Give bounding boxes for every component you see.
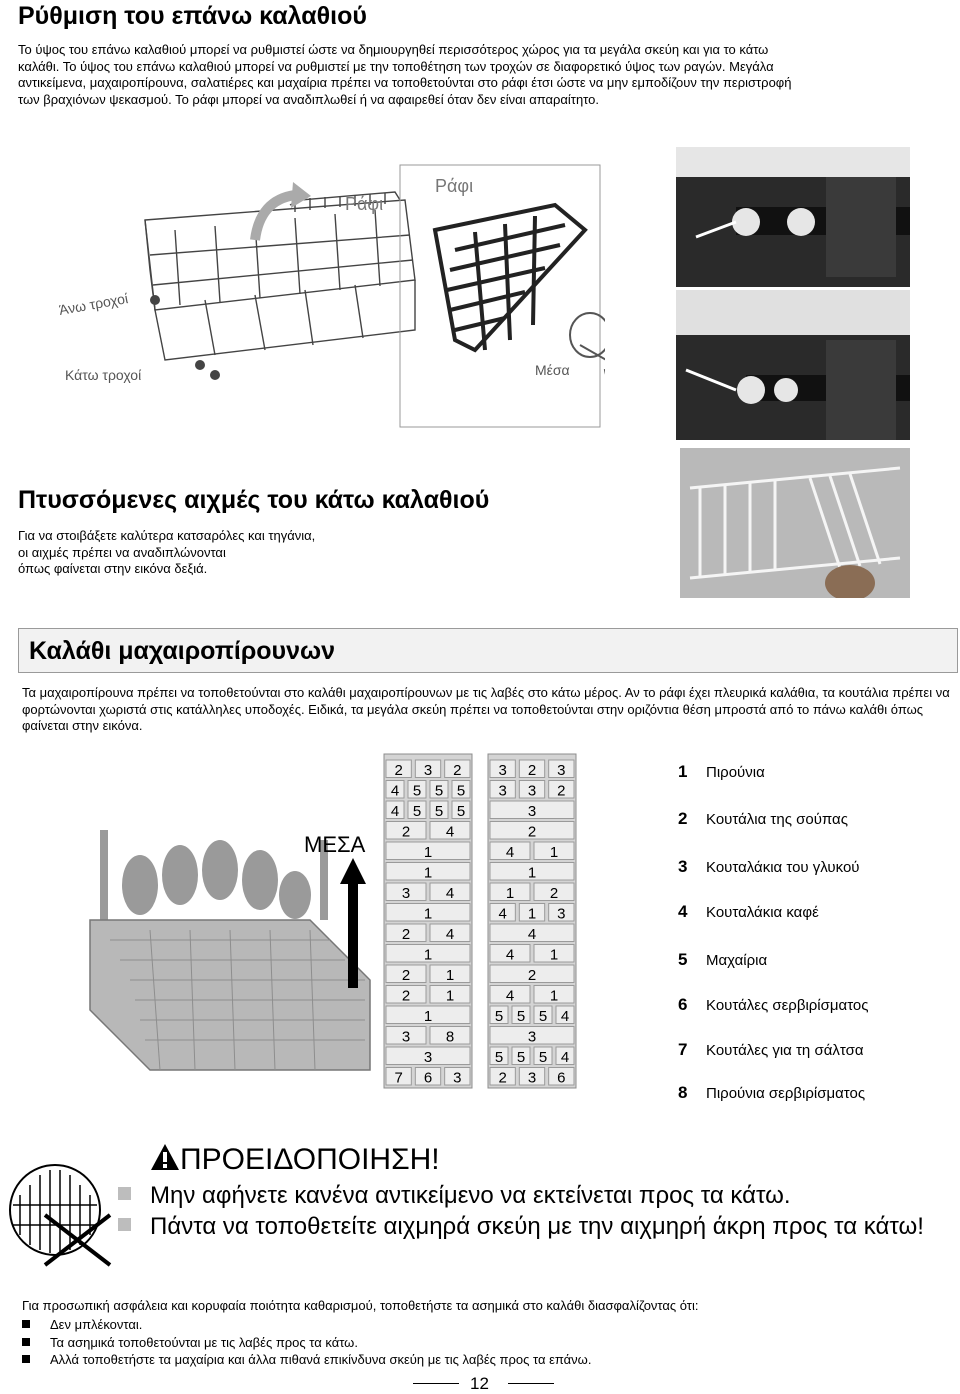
grid-slot-number: 5 [538,1008,548,1025]
section-header-cutlery-basket [18,628,958,673]
photo-rail-bottom [676,290,910,440]
cutlery-warning-illustration [5,1155,115,1267]
warning-item [118,1211,948,1242]
grid-slot-number: 4 [445,926,455,943]
grid-slot-number: 2 [527,762,537,779]
legend-item [678,902,819,926]
upper-basket-paragraph: Το ύψος του επάνω καλαθιού μπορεί να ρυθμιστεί ώστε να δημιουργηθεί περισσότερος χώρος για τα μεγάλα σκεύη και για το κάτω καλάθι. Το ύψος του επάνω καλαθιού μπορεί να ρυθμιστεί με την τοποθέτηση των τροχών σε διαφορετικό ύψος των ραγών. Μεγάλα αντικείμενα, μαχαιροπίρουνα, σαλατιέρες και μαχαίρια πρέπει να τοποθετούνται στο ράφι έτσι ώστε να μην εμποδίζουν την περιστροφή των βραχιόνων ψεκασμού. Το ράφι μπορεί να αναδιπλωθεί ή να αφαιρεθεί όταν δεν είναι απαραίτητο. [18,42,792,107]
grid-slot-number: 5 [412,782,422,800]
grid-slot-number: 5 [538,1049,548,1066]
cutlery-grid [380,752,580,1092]
grid-slot-number: 3 [498,782,507,800]
grid-slot-number: 3 [527,1028,537,1046]
warning-icon [150,1143,180,1179]
text-line: Για να στοιβάξετε καλύτερα κατσαρόλες και τηγάνια, [18,528,316,543]
section-title-cutlery-basket: Καλάθι μαχαιροπίρουνων [29,637,336,665]
cutlery-handles-drawing [100,830,328,920]
grid-slot-number: 1 [505,885,515,902]
warning-list [118,1180,948,1242]
legend-number: 8 [678,1083,688,1102]
grid-slot-number: 5 [456,782,466,800]
grid-slot-number: 3 [423,1049,433,1066]
grid-slot-number: 1 [423,946,433,964]
safety-item [22,1351,922,1369]
bullet-icon [118,1218,131,1231]
grid-slot-number: 4 [498,905,507,923]
grid-slot-number: 1 [423,1008,433,1025]
legend-label: Κουταλάκια του γλυκού [706,859,860,876]
legend-item [678,857,860,881]
grid-slot-number: 8 [445,1028,455,1046]
bullet-icon [22,1355,30,1363]
grid-slot-number: 2 [401,926,411,943]
legend-item [678,1083,865,1107]
grid-slot-number: 2 [401,987,411,1005]
section-title-foldable-tines: Πτυσσόμενες αιχμές του κάτω καλαθιού [18,486,490,514]
warning-item [118,1180,948,1211]
legend-label: Κουτάλια της σούπας [706,811,848,828]
shelf-detail-drawing [435,205,585,350]
upper-basket-illustration [55,160,605,430]
label-lower-wheels: Κάτω τροχοί [65,367,142,383]
grid-slot-number: 1 [445,967,455,984]
grid-slot-number: 5 [494,1008,504,1025]
grid-slot-number: 3 [557,905,566,923]
grid-slot-number: 1 [527,905,537,923]
grid-slot-number: 4 [505,844,515,861]
legend-item [678,762,765,786]
grid-slot-number: 4 [390,782,400,800]
grid-slot-number: 4 [560,1008,570,1025]
inside-label: ΜΕΣΑ [304,832,366,857]
grid-slot-number: 2 [498,1069,507,1087]
grid-slot-number: 4 [527,926,537,943]
grid-slot-number: 2 [549,885,559,902]
cutlery-grid-svg [380,752,580,1092]
text-line: οι αιχμές πρέπει να αναδιπλώνονται [18,544,226,560]
legend-number: 6 [678,995,688,1014]
grid-slot-number: 2 [453,762,462,779]
grid-slot-number: 3 [557,762,566,779]
legend-number: 3 [678,857,688,876]
grid-slot-number: 1 [445,987,455,1005]
safety-item [22,1334,922,1352]
grid-slot-number: 5 [456,803,466,820]
grid-slot-number: 5 [434,782,444,800]
safety-list [22,1316,922,1369]
grid-slot-number: 2 [401,967,411,984]
legend-item [678,995,869,1019]
legend-label: Πιρούνια [706,764,765,781]
grid-slot-number: 1 [549,844,559,861]
label-shelf-2: Ράφι [435,176,474,196]
legend-label: Κουτάλες για τη σάλτσα [706,1042,864,1059]
grid-slot-number: 4 [445,885,455,902]
legend-number: 5 [678,950,688,969]
grid-slot-number: 1 [423,844,433,861]
grid-slot-number: 4 [505,987,515,1005]
grid-slot-number: 1 [549,987,559,1005]
grid-slot-number: 3 [498,762,507,779]
footer-rule-left [413,1383,459,1384]
grid-slot-number: 2 [394,762,403,779]
grid-slot-number: 2 [401,823,411,841]
bullet-icon [22,1338,30,1346]
grid-slot-number: 5 [434,803,444,820]
grid-slot-number: 6 [557,1069,566,1087]
legend-label: Πιρούνια σερβιρίσματος [706,1085,866,1102]
grid-slot-number: 7 [394,1069,403,1087]
grid-slot-number: 5 [516,1008,526,1025]
label-inside: Μέσα [535,362,570,378]
section-title-upper-basket: Ρύθμιση του επάνω καλαθιού [18,2,367,30]
warning-title: ΠΡΟΕΙΔΟΠΟΙΗΣΗ! [180,1143,440,1176]
grid-slot-number: 2 [527,823,537,841]
legend-number: 7 [678,1040,688,1059]
text-line: όπως φαίνεται στην εικόνα δεξιά. [18,561,208,576]
grid-slot-number: 4 [560,1049,570,1066]
warning-header [150,1143,440,1179]
label-upper-wheels: Άνω τροχοί [57,290,130,318]
grid-slot-number: 4 [445,823,455,841]
cross-icon [45,1215,110,1265]
grid-slot-number: 3 [401,1028,411,1046]
grid-slot-number: 1 [423,905,433,923]
grid-slot-number: 3 [527,1069,537,1087]
arrow-icon [686,370,736,390]
safety-item-text: Δεν μπλέκονται. [50,1317,143,1332]
foldable-tines-text [18,528,418,578]
cutlery-basket-paragraph: Τα μαχαιροπίρουνα πρέπει να τοποθετούνται στο καλάθι μαχαιροπίρουνων με τις λαβές στο κάτω μέρος. Αν το ράφι έχει πλευρικά καλάθια, τα κουτάλια πρέπει να φορτώνονται χωριστά στις κατάλληλες υποδοχές. Ειδικά, τα μεγάλα σκεύη πρέπει να τοποθετούνται στην οριζόντια θέση μπροστά από το πάνω καλάθι όπως φαίνεται στην εικόνα. [22,685,950,733]
legend-label: Μαχαίρια [706,952,768,969]
grid-slot-number: 3 [527,782,537,800]
legend-item [678,1040,864,1064]
safety-item [22,1316,922,1334]
legend-label: Κουτάλες σερβιρίσματος [706,997,869,1014]
legend-item [678,809,848,833]
grid-slot-number: 3 [527,803,537,820]
warning-item-text: Πάντα να τοποθετείτε αιχμηρά σκεύη με την αιχμηρή άκρη προς τα κάτω! [150,1213,924,1240]
bullet-icon [118,1187,131,1200]
rotate-arrow-icon [255,195,295,240]
photo-lower-basket-tines [680,448,910,598]
grid-slot-number: 3 [423,762,433,779]
legend-number: 1 [678,762,688,781]
legend-number: 4 [678,902,688,921]
legend-label: Κουταλάκια καφέ [706,904,819,921]
safety-intro: Για προσωπική ασφάλεια και κορυφαία ποιότητα καθαρισμού, τοποθετήστε τα ασημικά στο καλάθι διασφαλίζοντας ότι: [22,1298,699,1313]
grid-slot-number: 5 [494,1049,504,1066]
grid-slot-number: 3 [401,885,411,902]
legend-item [678,950,767,974]
photo-rail-top [676,147,910,287]
up-arrow-icon [340,858,366,993]
page-number: 12 [470,1374,489,1393]
grid-slot-number: 2 [557,782,566,800]
legend-number: 2 [678,809,688,828]
label-shelf-1: Ράφι [345,194,384,214]
upper-basket-drawing [145,192,415,360]
grid-slot-number: 1 [423,864,433,882]
bullet-icon [22,1320,30,1328]
grid-slot-number: 6 [423,1069,433,1087]
arrow-icon [696,222,736,237]
grid-slot-number: 1 [527,864,537,882]
safety-item-text: Αλλά τοποθετήστε τα μαχαίρια και άλλα πιθανά επικίνδυνα σκεύη με τις λαβές προς τα επάνω. [50,1352,592,1367]
grid-slot-number: 5 [516,1049,526,1066]
safety-item-text: Τα ασημικά τοποθετούνται με τις λαβές προς τα κάτω. [50,1334,358,1350]
grid-slot-number: 2 [527,967,537,984]
footer-rule-right [508,1383,554,1384]
grid-slot-number: 4 [505,946,515,964]
grid-slot-number: 4 [390,803,400,820]
grid-slot-number: 1 [549,946,559,964]
grid-slot-number: 3 [453,1069,462,1087]
warning-item-text: Μην αφήνετε κανένα αντικείμενο να εκτείνεται προς τα κάτω. [150,1182,791,1209]
grid-slot-number: 5 [412,803,422,820]
